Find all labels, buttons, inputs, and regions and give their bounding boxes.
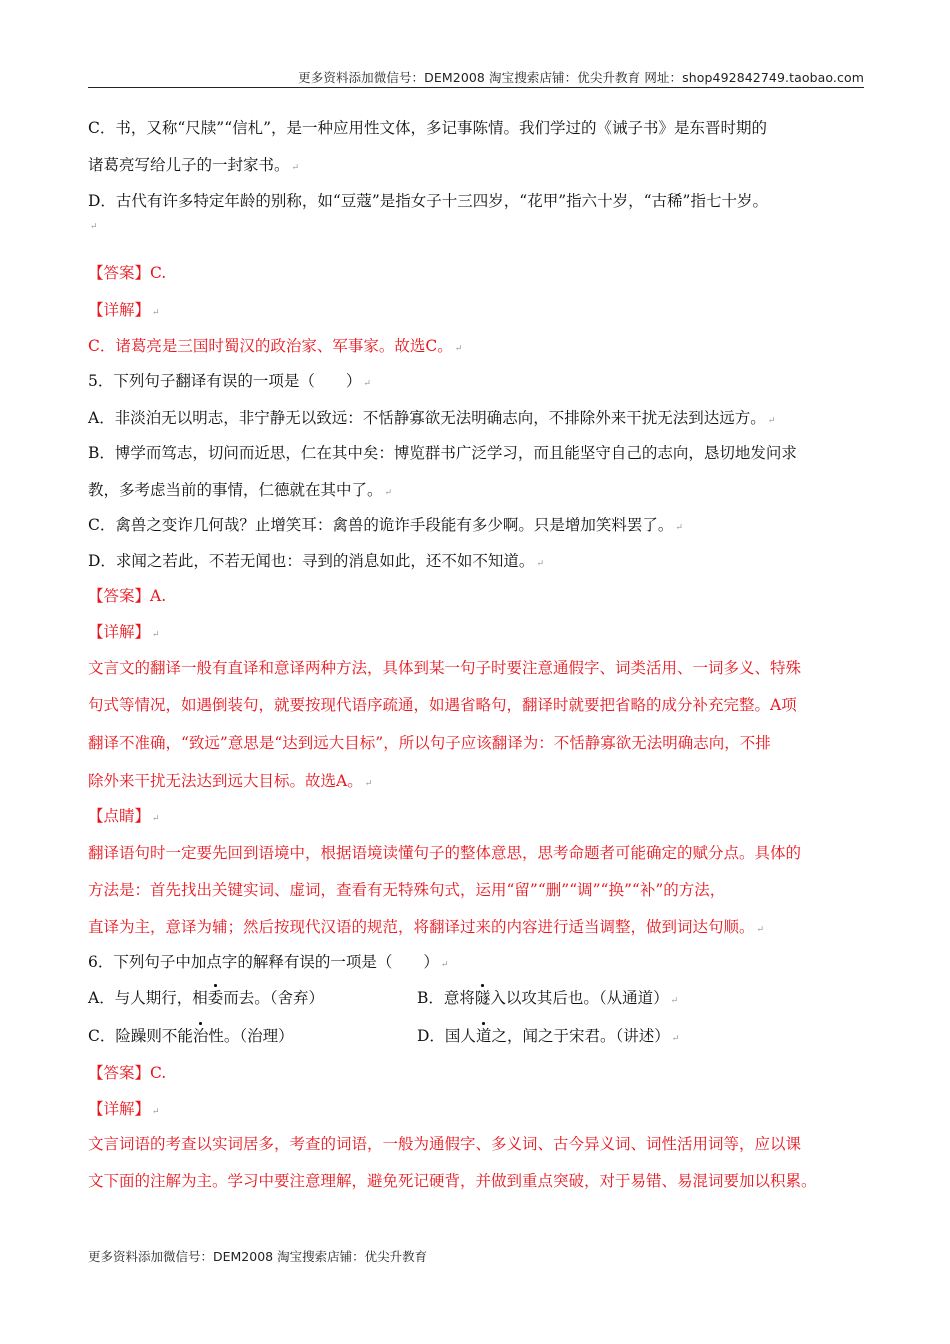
q5-detail-label: 【详解】 ↵ xyxy=(88,623,160,641)
q6-option-b: B．意将隧入以攻其后也。（从通道） ↵ xyxy=(417,989,679,1007)
q5-tip-label: 【点睛】 ↵ xyxy=(88,807,160,825)
q5-detail-line: 文言文的翻译一般有直译和意译两种方法，具体到某一句子时要注意通假字、词类活用、一词多义、特殊 xyxy=(88,659,802,677)
q6-detail-line: 文言词语的考查以实词居多，考查的词语，一般为通假字、多义词、古今异义词、词性活用词等，应以课 xyxy=(88,1135,802,1153)
q6-detail-line: 文下面的注解为主。学习中要注意理解，避免死记硬背，并做到重点突破，对于易错、易混词要加以积累。 xyxy=(88,1172,817,1190)
q5-detail-line: 除外来干扰无法达到远大目标。故选A。 ↵ xyxy=(88,772,373,790)
q6-option-d: D．国人道之，闻之于宋君。（讲述） ↵ xyxy=(417,1027,680,1045)
q6-answer: 【答案】C. xyxy=(88,1064,167,1082)
q5-option-b-line1: B．博学而笃志，切问而近思，仁在其中矣：博览群书广泛学习，而且能坚守自己的志向，恳切地发问求 xyxy=(88,444,797,462)
q5-tip-line: 翻译语句时一定要先回到语境中，根据语境读懂句子的整体意思，思考命题者可能确定的赋分点。具体的 xyxy=(88,844,802,862)
q6-stem: 6．下列句子中加点字的解释有误的一项是（ ） ↵ xyxy=(88,953,449,971)
q5-detail-line: 句式等情况，如遇倒装句，就要按现代语序疏通，如遇省略句，翻译时就要把省略的成分补充完整。A项 xyxy=(88,696,797,714)
page-footer: 更多资料添加微信号：DEM2008 淘宝搜索店铺：优尖升教育 xyxy=(88,1249,428,1264)
q4-option-d: D．古代有许多特定年龄的别称，如“豆蔻”是指女子十三四岁，“花甲”指六十岁，“古稀”指七十岁。 xyxy=(88,192,768,210)
q4-option-c-line1: C．书，又称“尺牍”“信札”，是一种应用性文体，多记事陈情。我们学过的《诫子书》是东晋时期的 xyxy=(88,119,768,137)
q5-option-d: D．求闻之若此，不若无闻也：寻到的消息如此，还不如不知道。 ↵ xyxy=(88,552,544,570)
q5-tip-line: 直译为主，意译为辅；然后按现代汉语的规范，将翻译过来的内容进行适当调整，做到词达句顺。 ↵ xyxy=(88,918,765,936)
q5-tip-line: 方法是：首先找出关键实词、虚词，查看有无特殊句式，运用“留”“删”“调”“换”“补”的方法， xyxy=(88,881,726,899)
q5-detail-line: 翻译不准确，“致远”意思是“达到远大目标”，所以句子应该翻译为：不恬静寡欲无法明确志向，不排 xyxy=(88,734,771,752)
q5-option-a: A．非淡泊无以明志，非宁静无以致远：不恬静寡欲无法明确志向，不排除外来干扰无法到达远方。 ↵ xyxy=(88,409,776,427)
q4-option-c-line2: 诸葛亮写给儿子的一封家书。 ↵ xyxy=(88,156,300,174)
header-divider xyxy=(88,87,864,88)
q6-option-c: C．险躁则不能治性。（治理） xyxy=(88,1027,294,1045)
q5-option-b-line2: 教，多考虑当前的事情，仁德就在其中了。 ↵ xyxy=(88,481,393,499)
page-header: 更多资料添加微信号：DEM2008 淘宝搜索店铺：优尖升教育 网址：shop492842749.taobao.com xyxy=(298,70,864,85)
q4-answer: 【答案】C. xyxy=(88,264,167,282)
paragraph-mark: ↵ xyxy=(90,222,98,232)
q5-option-c: C．禽兽之变诈几何哉？止增笑耳：禽兽的诡诈手段能有多少啊。只是增加笑料罢了。 ↵ xyxy=(88,516,683,534)
q6-option-a: A．与人期行，相委而去。（舍弃） xyxy=(88,989,324,1007)
q5-stem: 5．下列句子翻译有误的一项是（ ） ↵ xyxy=(88,372,371,390)
q5-answer: 【答案】A. xyxy=(88,587,167,605)
q6-detail-label: 【详解】 ↵ xyxy=(88,1100,160,1118)
q4-detail-label: 【详解】 ↵ xyxy=(88,301,160,319)
q4-detail-text: C．诸葛亮是三国时蜀汉的政治家、军事家。故选C。 ↵ xyxy=(88,337,463,355)
